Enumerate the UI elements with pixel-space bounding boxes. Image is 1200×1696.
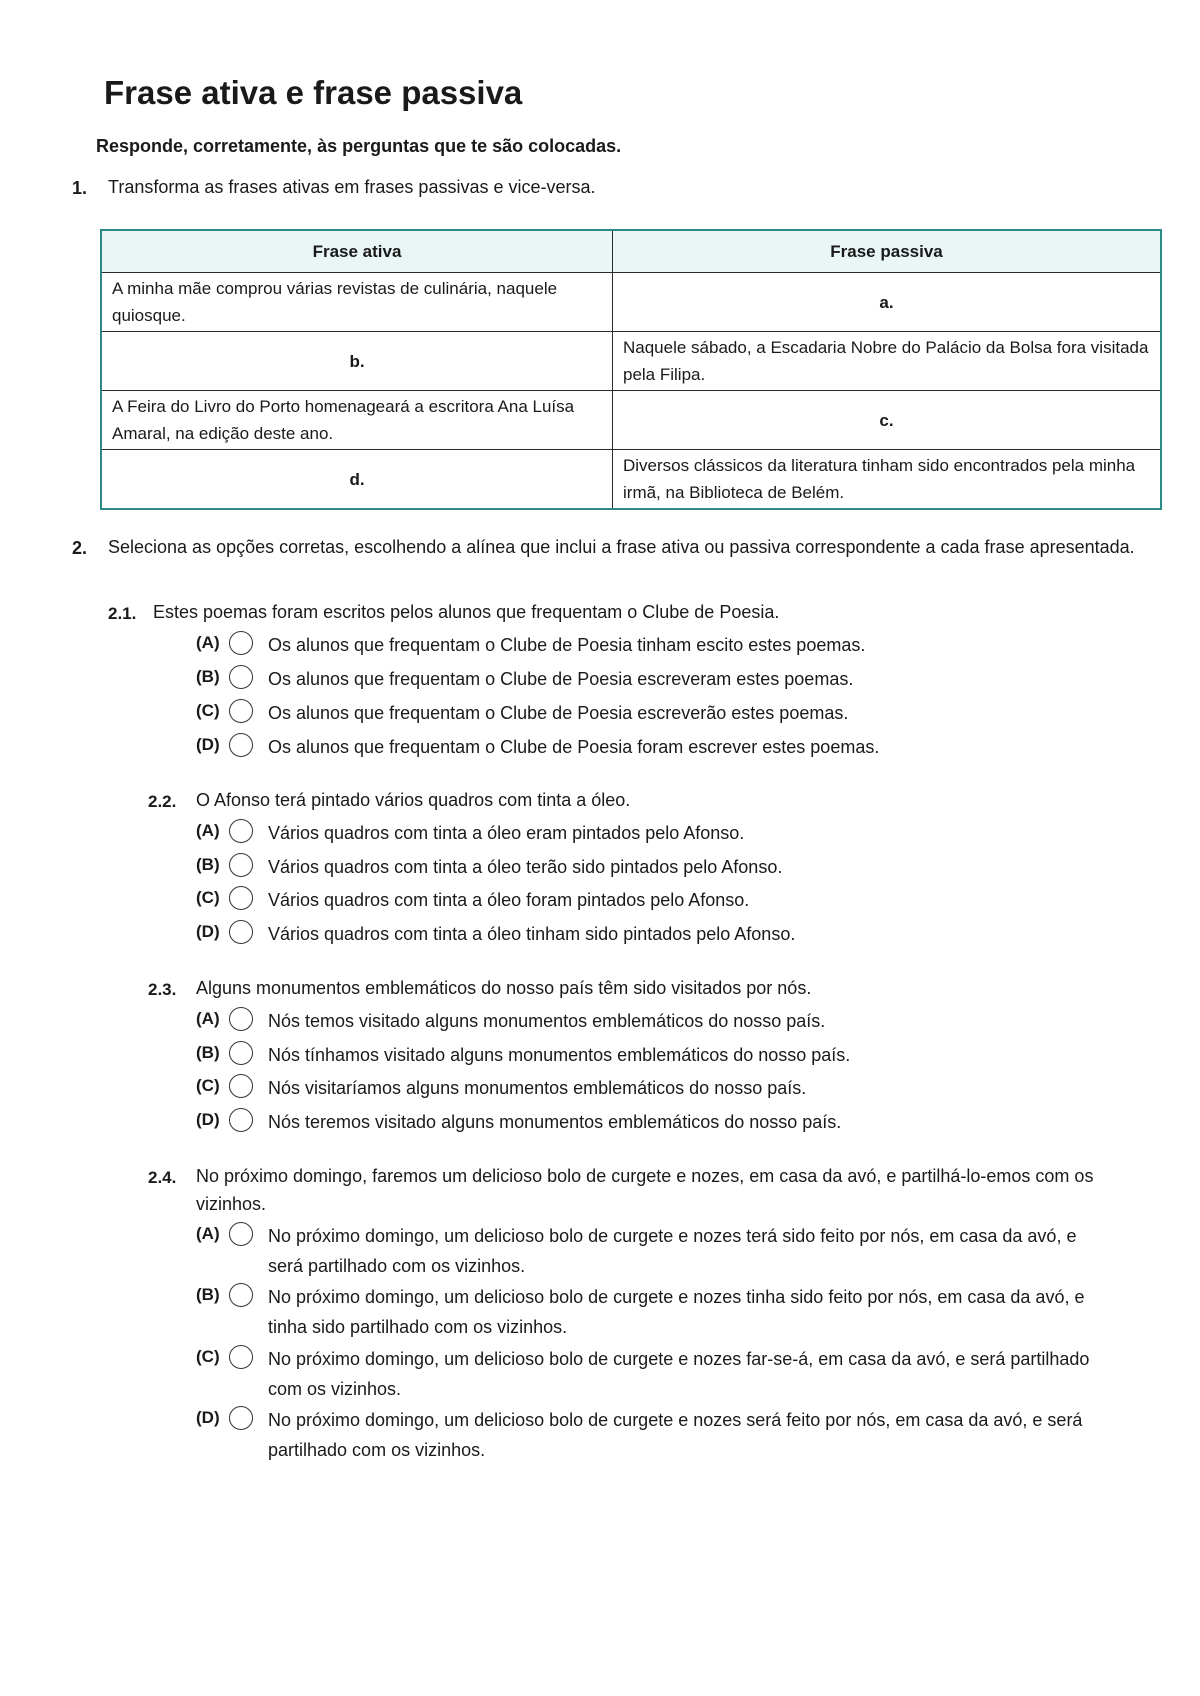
option-text: Vários quadros com tinta a óleo tinham sido pintados pelo Afonso. (268, 924, 796, 944)
instructions: Responde, corretamente, às perguntas que te são colocadas. (96, 136, 622, 156)
table-row (101, 391, 1161, 450)
option-letter: (C) (196, 1347, 220, 1366)
page-title: Frase ativa e frase passiva (104, 74, 523, 111)
table-row (101, 332, 1161, 391)
radio-button[interactable] (229, 1007, 253, 1031)
option-text: Os alunos que frequentam o Clube de Poesia tinham escito estes poemas. (268, 635, 866, 655)
option-letter: (B) (196, 1285, 220, 1304)
option-text: No próximo domingo, um delicioso bolo de curgete e nozes far-se-á, em casa da avó, e será partilhado com os vizinhos. (268, 1349, 1090, 1399)
question-2-text: Seleciona as opções corretas, escolhendo a alínea que inclui a frase ativa ou passiva correspondente a cada frase apresentada. (108, 537, 1135, 557)
option-text: No próximo domingo, um delicioso bolo de curgete e nozes terá sido feito por nós, em casa da avó, e será partilhado com os vizinhos. (268, 1226, 1077, 1276)
subquestion-2-2-text: O Afonso terá pintado vários quadros com tinta a óleo. (196, 790, 631, 810)
option-letter: (C) (196, 888, 220, 907)
subquestion-2-4-text: No próximo domingo, faremos um delicioso bolo de curgete e nozes, em casa da avó, e partilhá-lo-emos com os vizinhos. (196, 1166, 1094, 1214)
option-text: Vários quadros com tinta a óleo terão sido pintados pelo Afonso. (268, 857, 783, 877)
subquestion-2-2-number: 2.2. (148, 792, 177, 811)
subquestion-2-1-text: Estes poemas foram escritos pelos alunos que frequentam o Clube de Poesia. (153, 602, 780, 622)
option-text: Nós visitaríamos alguns monumentos emblemáticos do nosso país. (268, 1078, 807, 1098)
table-row (101, 450, 1161, 510)
option-text: No próximo domingo, um delicioso bolo de curgete e nozes tinha sido feito por nós, em casa da avó, e tinha sido partilhado com os vizinhos. (268, 1287, 1085, 1337)
option-text: No próximo domingo, um delicioso bolo de curgete e nozes será feito por nós, em casa da avó, e será partilhado com os vizinhos. (268, 1410, 1083, 1460)
option-letter: (D) (196, 1408, 220, 1427)
option-text: Os alunos que frequentam o Clube de Poesia escreverão estes poemas. (268, 703, 849, 723)
radio-button[interactable] (229, 1222, 253, 1246)
radio-button[interactable] (229, 1074, 253, 1098)
table-row (101, 273, 1161, 332)
radio-button[interactable] (229, 665, 253, 689)
column-header-frase-ativa: Frase ativa (101, 230, 613, 273)
option-text: Vários quadros com tinta a óleo eram pintados pelo Afonso. (268, 823, 745, 843)
option-letter: (D) (196, 1110, 220, 1129)
subquestion-2-3-text: Alguns monumentos emblemáticos do nosso país têm sido visitados por nós. (196, 978, 812, 998)
question-2-number: 2. (72, 538, 88, 558)
option-letter: (A) (196, 821, 220, 840)
table-cell: A minha mãe comprou várias revistas de culinária, naquele quiosque. (101, 273, 613, 332)
radio-button[interactable] (229, 886, 253, 910)
answer-cell-d[interactable]: d. (101, 450, 613, 510)
option-text: Os alunos que frequentam o Clube de Poesia foram escrever estes poemas. (268, 737, 880, 757)
option-text: Vários quadros com tinta a óleo foram pintados pelo Afonso. (268, 890, 750, 910)
subquestion-2-3-number: 2.3. (148, 980, 177, 999)
table-cell: Diversos clássicos da literatura tinham sido encontrados pela minha irmã, na Biblioteca de Belém. (613, 450, 1162, 510)
option-text: Nós temos visitado alguns monumentos emblemáticos do nosso país. (268, 1011, 826, 1031)
option-letter: (C) (196, 1076, 220, 1095)
option-letter: (B) (196, 855, 220, 874)
radio-button[interactable] (229, 699, 253, 723)
option-letter: (C) (196, 701, 220, 720)
radio-button[interactable] (229, 1041, 253, 1065)
option-letter: (A) (196, 1224, 220, 1243)
option-letter: (B) (196, 1043, 220, 1062)
option-letter: (A) (196, 1009, 220, 1028)
radio-button[interactable] (229, 853, 253, 877)
answer-cell-b[interactable]: b. (101, 332, 613, 391)
table-cell: A Feira do Livro do Porto homenageará a escritora Ana Luísa Amaral, na edição deste ano. (101, 391, 613, 450)
option-letter: (B) (196, 667, 220, 686)
radio-button[interactable] (229, 819, 253, 843)
column-header-frase-passiva: Frase passiva (613, 230, 1162, 273)
option-text: Nós tínhamos visitado alguns monumentos emblemáticos do nosso país. (268, 1045, 851, 1065)
transform-table (100, 229, 1162, 510)
radio-button[interactable] (229, 1108, 253, 1132)
option-text: Nós teremos visitado alguns monumentos emblemáticos do nosso país. (268, 1112, 842, 1132)
radio-button[interactable] (229, 733, 253, 757)
radio-button[interactable] (229, 1283, 253, 1307)
option-letter: (D) (196, 735, 220, 754)
subquestion-2-4-number: 2.4. (148, 1168, 177, 1187)
radio-button[interactable] (229, 631, 253, 655)
option-text: Os alunos que frequentam o Clube de Poesia escreveram estes poemas. (268, 669, 854, 689)
answer-cell-c[interactable]: c. (613, 391, 1162, 450)
radio-button[interactable] (229, 1345, 253, 1369)
answer-cell-a[interactable]: a. (613, 273, 1162, 332)
question-1-text: Transforma as frases ativas em frases passivas e vice-versa. (108, 177, 596, 197)
subquestion-2-1-number: 2.1. (108, 604, 137, 623)
table-cell: Naquele sábado, a Escadaria Nobre do Palácio da Bolsa fora visitada pela Filipa. (613, 332, 1162, 391)
radio-button[interactable] (229, 1406, 253, 1430)
question-1-number: 1. (72, 178, 88, 198)
option-letter: (A) (196, 633, 220, 652)
table-header-row (101, 230, 1161, 273)
radio-button[interactable] (229, 920, 253, 944)
option-letter: (D) (196, 922, 220, 941)
